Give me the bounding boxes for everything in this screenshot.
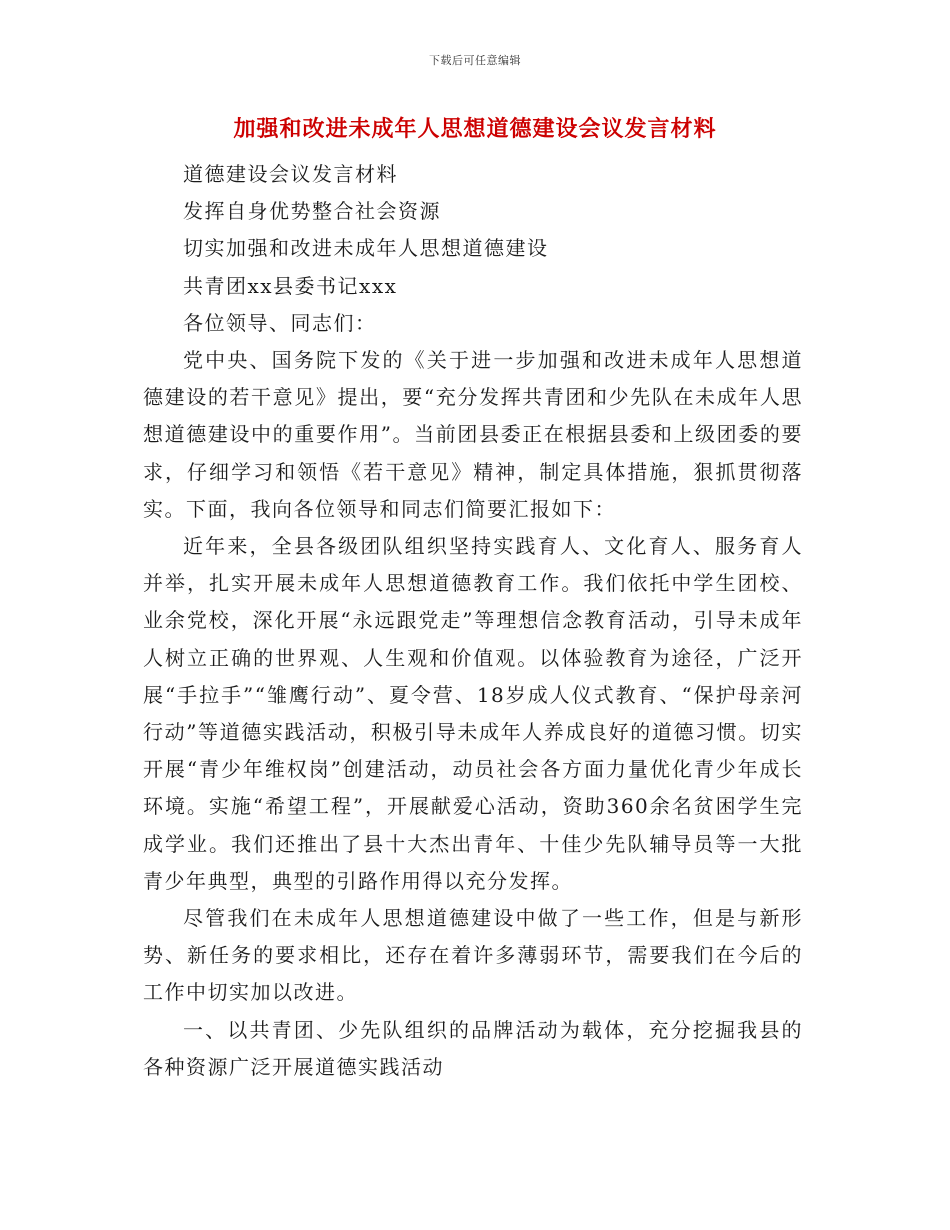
body-paragraph: 近年来，全县各级团队组织坚持实践育人、文化育人、服务育人并举，扎实开展未成年人思想道德教育工作。我们依托中学生团校、业余党校，深化开展“永远跟党走”等理想信念教育活动，引导未成年人树立正确的世界观、人生观和价值观。以体验教育为途径，广泛开展“手拉手”“雏鹰行动”、夏令营、18岁成人仪式教育、“保护母亲河行动”等道德实践活动，积极引导未成年人养成良好的道德习惯。切实开展“青少年维权岗”创建活动，动员社会各方面力量优化青少年成长环境。实施“希望工程”，开展献爱心活动，资助360余名贫困学生完成学业。我们还推出了县十大杰出青年、十佳少先队辅导员等一大批青少年典型，典型的引路作用得以充分发挥。 — [143, 534, 803, 893]
document-title: 加强和改进未成年人思想道德建设会议发言材料 — [233, 116, 717, 142]
section-heading: 一、以共青团、少先队组织的品牌活动为载体，充分挖掘我县的各种资源广泛开展道德实践活动 — [143, 1017, 803, 1079]
salutation: 各位领导、同志们： — [183, 310, 377, 335]
body-paragraph: 党中央、国务院下发的《关于进一步加强和改进未成年人思想道德建设的若干意见》提出，要“充分发挥共青团和少先队在未成年人思想道德建设中的重要作用”。当前团县委正在根据县委和上级团委的要求，仔细学习和领悟《若干意见》精神，制定具体措施，狠抓贯彻落实。下面，我向各位领导和同志们简要汇报如下： — [143, 348, 803, 521]
document-body — [143, 156, 803, 1086]
body-paragraph: 尽管我们在未成年人思想道德建设中做了一些工作，但是与新形势、新任务的要求相比，还存在着许多薄弱环节，需要我们在今后的工作中切实加以改进。 — [143, 906, 803, 1005]
subtitle-line: 切实加强和改进未成年人思想道德建设 — [183, 236, 549, 261]
subtitle-line: 道德建设会议发言材料 — [183, 162, 398, 186]
subtitle-line: 发挥自身优势整合社会资源 — [183, 199, 441, 224]
page-header-note: 下载后可任意编辑 — [429, 54, 521, 67]
author-line: 共青团xx县委书记xxx — [183, 273, 398, 298]
